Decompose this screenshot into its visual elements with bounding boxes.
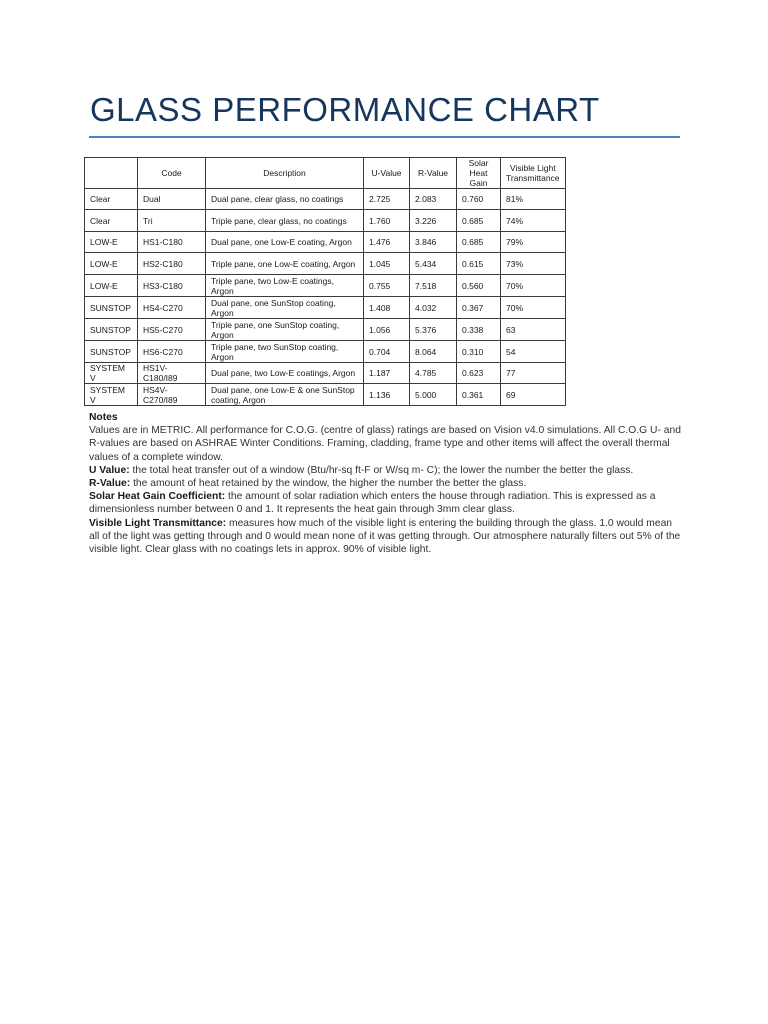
note-r-value	[89, 477, 683, 490]
table-row	[85, 253, 566, 275]
cell-solar-heat-gain: 0.615	[457, 253, 501, 275]
cell-description: Dual pane, one Low-E & one SunStop coating, Argon	[206, 384, 364, 406]
cell-r-value: 8.064	[410, 341, 457, 363]
cell-u-value: 1.408	[364, 297, 410, 319]
table-row	[85, 384, 566, 406]
cell-solar-heat-gain: 0.361	[457, 384, 501, 406]
cell-solar-heat-gain: 0.685	[457, 210, 501, 232]
shgc-definition: the amount of solar radiation which enters the house through radiation. This is expressed as a dimensionless number between 0 and 1. It represents the heat gain through 3mm clear glass.	[89, 491, 656, 516]
table-row	[85, 275, 566, 297]
cell-visible-light: 73%	[501, 253, 566, 275]
header-description: Description	[206, 158, 364, 189]
cell-u-value: 2.725	[364, 189, 410, 210]
cell-glass-type: Clear	[85, 189, 138, 210]
cell-r-value: 3.226	[410, 210, 457, 232]
header-solar-heat-gain: Solar Heat Gain	[457, 158, 501, 189]
title-divider	[89, 136, 680, 138]
cell-visible-light: 77	[501, 363, 566, 384]
shgc-term: Solar Heat Gain Coefficient:	[89, 491, 226, 503]
table-row	[85, 232, 566, 253]
header-r-value: R-Value	[410, 158, 457, 189]
cell-glass-type: LOW-E	[85, 253, 138, 275]
cell-code: HS1V-C180/I89	[138, 363, 206, 384]
cell-u-value: 1.476	[364, 232, 410, 253]
cell-r-value: 5.000	[410, 384, 457, 406]
cell-code: HS2-C180	[138, 253, 206, 275]
cell-solar-heat-gain: 0.623	[457, 363, 501, 384]
table-header-row	[85, 158, 566, 189]
table-row	[85, 210, 566, 232]
vlt-term: Visible Light Transmittance:	[89, 517, 227, 529]
cell-solar-heat-gain: 0.367	[457, 297, 501, 319]
note-visible-light	[89, 517, 683, 557]
cell-description: Triple pane, clear glass, no coatings	[206, 210, 364, 232]
header-glass-type	[85, 158, 138, 189]
cell-glass-type: SYSTEM V	[85, 363, 138, 384]
table-row	[85, 319, 566, 341]
cell-u-value: 1.045	[364, 253, 410, 275]
cell-u-value: 1.760	[364, 210, 410, 232]
cell-description: Triple pane, one SunStop coating, Argon	[206, 319, 364, 341]
cell-r-value: 4.032	[410, 297, 457, 319]
cell-code: HS4V-C270/I89	[138, 384, 206, 406]
cell-r-value: 7.518	[410, 275, 457, 297]
table-row	[85, 297, 566, 319]
notes-heading: Notes	[89, 412, 118, 423]
cell-description: Dual pane, one Low-E coating, Argon	[206, 232, 364, 253]
note-solar-heat-gain	[89, 490, 683, 516]
glass-performance-table	[84, 157, 566, 406]
cell-description: Triple pane, one Low-E coating, Argon	[206, 253, 364, 275]
cell-description: Triple pane, two Low-E coatings, Argon	[206, 275, 364, 297]
cell-visible-light: 69	[501, 384, 566, 406]
cell-code: HS5-C270	[138, 319, 206, 341]
cell-visible-light: 79%	[501, 232, 566, 253]
cell-u-value: 1.056	[364, 319, 410, 341]
cell-r-value: 5.434	[410, 253, 457, 275]
cell-visible-light: 74%	[501, 210, 566, 232]
table-row	[85, 363, 566, 384]
cell-r-value: 2.083	[410, 189, 457, 210]
cell-r-value: 4.785	[410, 363, 457, 384]
cell-u-value: 0.755	[364, 275, 410, 297]
u-value-term: U Value:	[89, 464, 130, 476]
cell-glass-type: SYSTEM V	[85, 384, 138, 406]
cell-solar-heat-gain: 0.685	[457, 232, 501, 253]
cell-glass-type: Clear	[85, 210, 138, 232]
cell-visible-light: 81%	[501, 189, 566, 210]
cell-glass-type: LOW-E	[85, 275, 138, 297]
cell-code: Tri	[138, 210, 206, 232]
cell-visible-light: 70%	[501, 275, 566, 297]
note-u-value	[89, 464, 683, 477]
cell-code: Dual	[138, 189, 206, 210]
header-code: Code	[138, 158, 206, 189]
cell-u-value: 1.136	[364, 384, 410, 406]
cell-visible-light: 63	[501, 319, 566, 341]
r-value-definition: the amount of heat retained by the window, the higher the number the better the glass.	[130, 478, 527, 490]
table-row	[85, 341, 566, 363]
cell-solar-heat-gain: 0.338	[457, 319, 501, 341]
cell-description: Dual pane, clear glass, no coatings	[206, 189, 364, 210]
cell-glass-type: SUNSTOP	[85, 319, 138, 341]
header-visible-light: Visible Light Transmittance	[501, 158, 566, 189]
cell-r-value: 5.376	[410, 319, 457, 341]
cell-code: HS4-C270	[138, 297, 206, 319]
cell-solar-heat-gain: 0.760	[457, 189, 501, 210]
header-u-value: U-Value	[364, 158, 410, 189]
cell-solar-heat-gain: 0.310	[457, 341, 501, 363]
table-row	[85, 189, 566, 210]
cell-code: HS6-C270	[138, 341, 206, 363]
cell-code: HS3-C180	[138, 275, 206, 297]
r-value-term: R-Value:	[89, 478, 131, 490]
cell-visible-light: 70%	[501, 297, 566, 319]
cell-glass-type: LOW-E	[85, 232, 138, 253]
cell-visible-light: 54	[501, 341, 566, 363]
page-title: GLASS PERFORMANCE CHART	[90, 91, 600, 128]
cell-description: Triple pane, two SunStop coating, Argon	[206, 341, 364, 363]
cell-u-value: 1.187	[364, 363, 410, 384]
cell-code: HS1-C180	[138, 232, 206, 253]
notes-section	[89, 411, 683, 556]
cell-glass-type: SUNSTOP	[85, 341, 138, 363]
u-value-definition: the total heat transfer out of a window (Btu/hr-sq ft-F or W/sq m- C); the lower the number the better the glass.	[129, 464, 634, 476]
cell-r-value: 3.846	[410, 232, 457, 253]
cell-description: Dual pane, two Low-E coatings, Argon	[206, 363, 364, 384]
cell-solar-heat-gain: 0.560	[457, 275, 501, 297]
cell-u-value: 0.704	[364, 341, 410, 363]
notes-intro: Values are in METRIC. All performance for C.O.G. (centre of glass) ratings are based on Vision v4.0 simulations. All C.O.G U- and R-values are based on ASHRAE Winter Conditions. Framing, cladding, frame type and other items will affect the overall thermal values of a complete window.	[89, 425, 681, 463]
cell-glass-type: SUNSTOP	[85, 297, 138, 319]
cell-description: Dual pane, one SunStop coating, Argon	[206, 297, 364, 319]
vlt-definition: measures how much of the visible light is entering the building through the glass. 1.0 would mean all of the light was getting through and 0 would mean none of it was getting through. Our atmosphere naturally filters out 5% of the visible light. Clear glass with no coatings lets in approx. 90% of visible light.	[89, 517, 681, 556]
